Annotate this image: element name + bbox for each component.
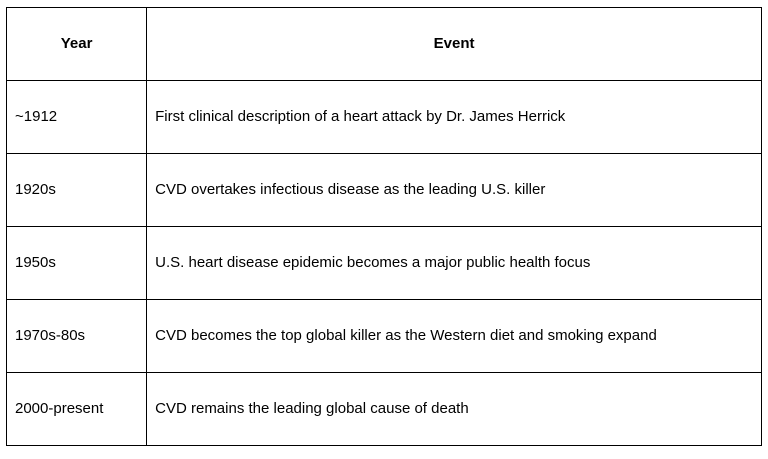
year-cell: ~1912 xyxy=(7,81,147,154)
year-cell: 1950s xyxy=(7,227,147,300)
table-row xyxy=(7,154,762,227)
header-event: Event xyxy=(147,8,762,81)
event-cell: CVD remains the leading global cause of death xyxy=(147,373,762,446)
event-cell: CVD becomes the top global killer as the Western diet and smoking expand xyxy=(147,300,762,373)
event-cell: First clinical description of a heart attack by Dr. James Herrick xyxy=(147,81,762,154)
year-cell: 1970s-80s xyxy=(7,300,147,373)
cvd-timeline-table xyxy=(6,7,762,446)
table-row xyxy=(7,227,762,300)
year-cell: 2000-present xyxy=(7,373,147,446)
header-year: Year xyxy=(7,8,147,81)
event-cell: U.S. heart disease epidemic becomes a major public health focus xyxy=(147,227,762,300)
table-row xyxy=(7,81,762,154)
year-cell: 1920s xyxy=(7,154,147,227)
table-row xyxy=(7,373,762,446)
table-header-row xyxy=(7,8,762,81)
table-row xyxy=(7,300,762,373)
event-cell: CVD overtakes infectious disease as the leading U.S. killer xyxy=(147,154,762,227)
